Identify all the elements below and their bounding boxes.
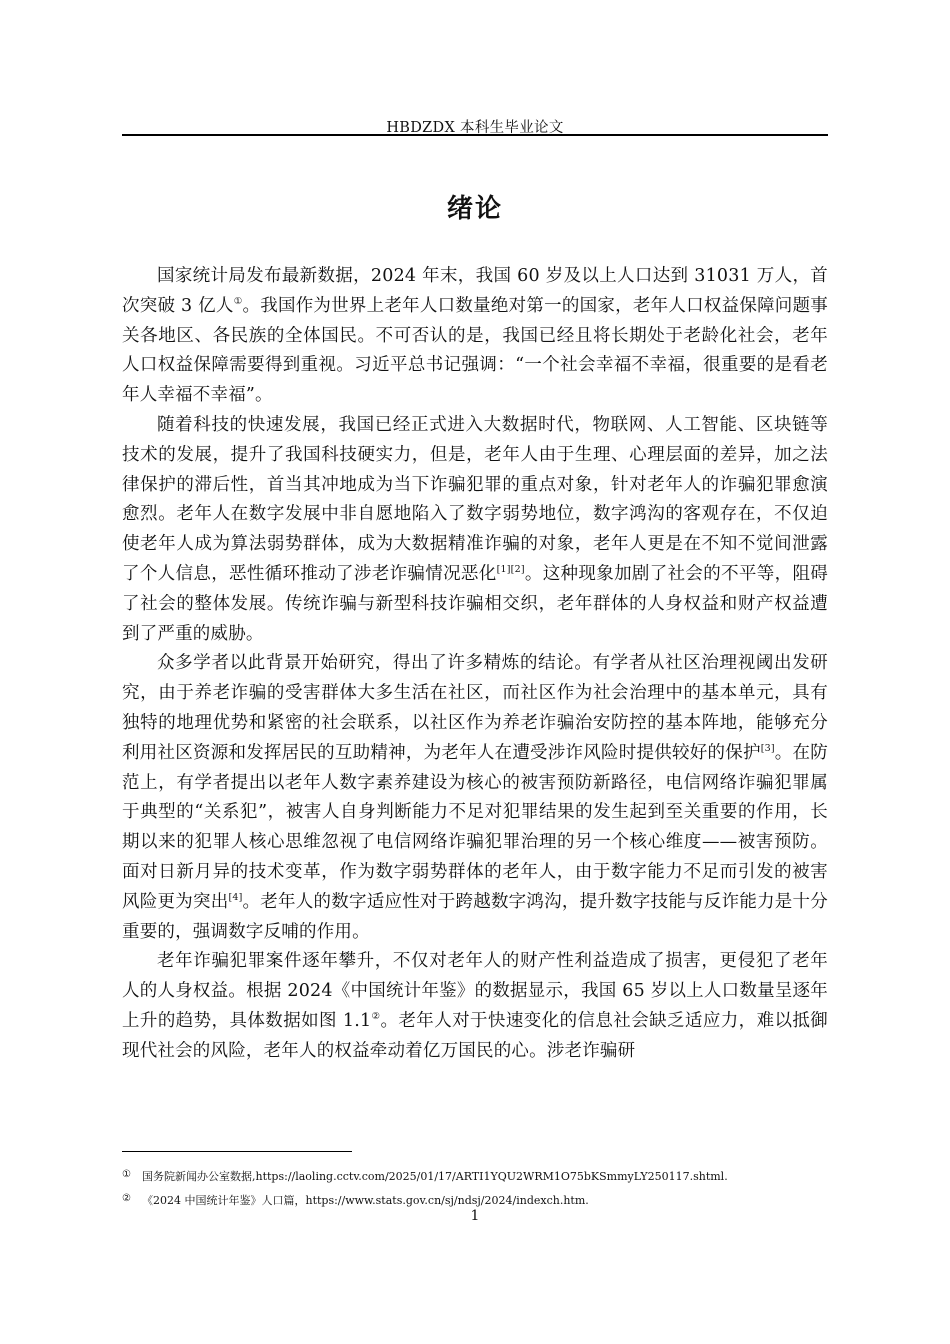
paragraph <box>122 649 828 947</box>
paragraph-text: 。老年人对于快速变化的信息社会缺乏适应力，难以抵御现代社会的风险，老年人的权益牵动着亿万国民的心。涉老诈骗研 <box>122 1010 829 1061</box>
header-rule <box>122 134 828 136</box>
chapter-title: 绪论 <box>446 194 503 224</box>
footnote-text: 《2024 中国统计年鉴》人口篇，https://www.stats.gov.cn/sj/ndsj/2024/indexch.htm. <box>142 1194 589 1207</box>
paragraph-text: 。老年人的数字适应性对于跨越数字鸿沟，提升数字技能与反诈能力是十分重要的，强调数字反哺的作用。 <box>122 891 828 942</box>
paragraph-text: 。这种现象加剧了社会的不平等，阻碍了社会的整体发展。传统诈骗与新型科技诈骗相交织，老年群体的人身权益和财产权益遭到了严重的威胁。 <box>122 563 828 644</box>
footnote-text: 国务院新闻办公室数据,https://laoling.cctv.com/2025/01/17/ARTI1YQU2WRM1O75bKSmmyLY250117.shtml. <box>142 1170 728 1183</box>
citation-mark: [3] <box>760 742 775 754</box>
paragraph-text: 国家统计局发布最新数据，2024 年末，我国 60 岁及以上人口达到 31031 万人，首次突破 3 亿人 <box>122 266 828 316</box>
paragraph-text: 老年诈骗犯罪案件逐年攀升，不仅对老年人的财产性利益造成了损害，更侵犯了老年人的人身权益。根据 2024《中国统计年鉴》的数据显示，我国 65 岁以上人口数量呈逐年上升的趋势，具体数据如图 1.1 <box>122 951 828 1031</box>
paragraph-text: 众多学者以此背景开始研究，得出了许多精炼的结论。有学者从社区治理视阈出发研究，由于养老诈骗的受害群体大多生活在社区，而社区作为社会治理中的基本单元，具有独特的地理优势和紧密的社会联系，以社区作为养老诈骗治安防控的基本阵地，能够充分利用社区资源和发挥居民的互助精神，为老年人在遭受涉诈风险时提供较好的保护 <box>122 653 828 763</box>
citation-mark: [1][2] <box>496 563 525 575</box>
citation-mark: [4] <box>228 891 243 903</box>
footnotes <box>122 1164 828 1212</box>
citation-mark: ② <box>371 1010 381 1022</box>
page-number: 1 <box>470 1208 480 1224</box>
paragraph <box>122 411 828 649</box>
footnote-rule <box>122 1151 352 1152</box>
footnote-mark: ① <box>122 1169 131 1180</box>
citation-mark: ① <box>233 295 243 307</box>
running-header: HBDZDX 本科生毕业论文 <box>386 120 564 136</box>
paragraph <box>122 262 828 411</box>
paragraph-text: 随着科技的快速发展，我国已经正式进入大数据时代，物联网、人工智能、区块链等技术的发展，提升了我国科技硬实力，但是，老年人由于生理、心理层面的差异，加之法律保护的滞后性，首当其冲地成为当下诈骗犯罪的重点对象，针对老年人的诈骗犯罪愈演愈烈。老年人在数字发展中非自愿地陷入了数字弱势地位，数字鸿沟的客观存在，不仅迫使老年人成为算法弱势群体，成为大数据精准诈骗的对象，老年人更是在不知不觉间泄露了个人信息，恶性循环推动了涉老诈骗情况恶化 <box>122 414 828 584</box>
footnote <box>122 1164 828 1188</box>
footnote-mark: ② <box>122 1193 131 1204</box>
paragraph-text: 。我国作为世界上老年人口数量绝对第一的国家，老年人口权益保障问题事关各地区、各民族的全体国民。不可否认的是，我国已经且将长期处于老龄化社会，老年人口权益保障需要得到重视。习近平总书记强调：“一个社会幸福不幸福，很重要的是看老年人幸福不幸福”。 <box>122 295 829 406</box>
paragraph-text: 。在防范上，有学者提出以老年人数字素养建设为核心的被害预防新路径，电信网络诈骗犯罪属于典型的“关系犯”，被害人自身判断能力不足对犯罪结果的发生起到至关重要的作用，长期以来的犯罪人核心思维忽视了电信网络诈骗犯罪治理的另一个核心维度——被害预防。面对日新月异的技术变革，作为数字弱势群体的老年人，由于数字能力不足而引发的被害风险更为突出 <box>122 742 828 912</box>
paragraph <box>122 947 828 1066</box>
body-text <box>122 262 828 1067</box>
